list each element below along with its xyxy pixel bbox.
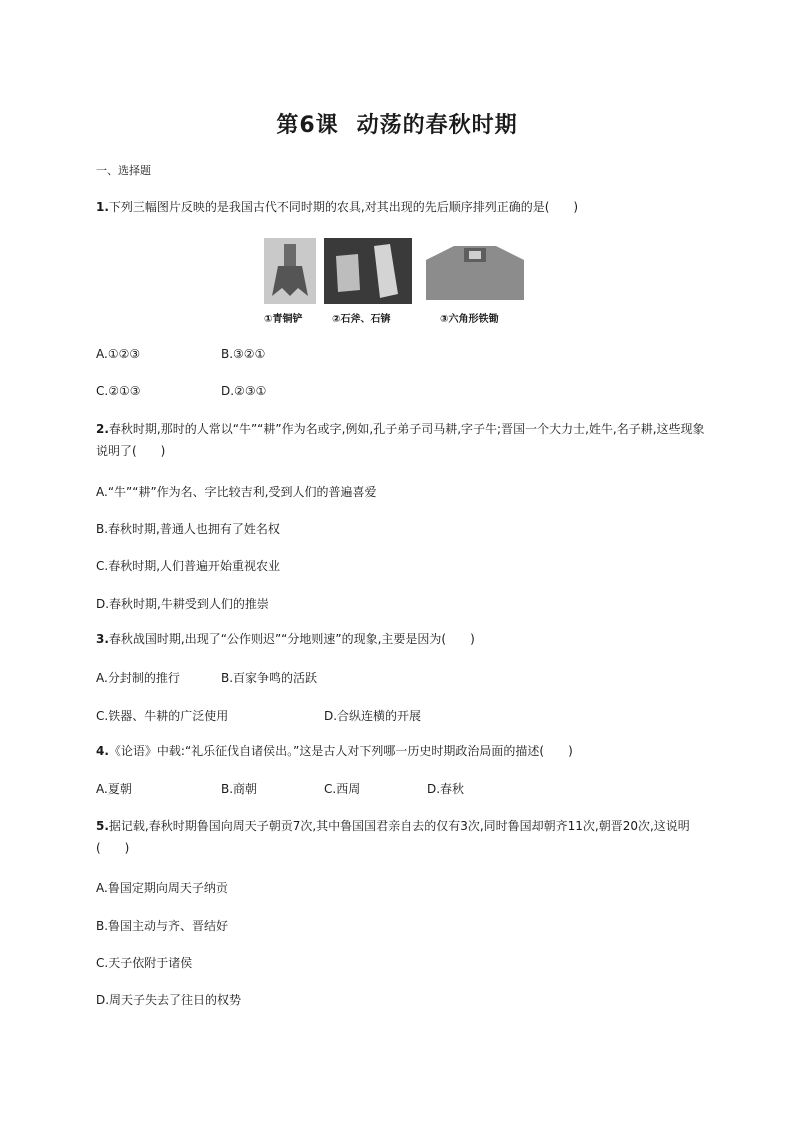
question-5 xyxy=(96,815,712,859)
stone-tools-image xyxy=(324,238,412,304)
page-title xyxy=(0,108,794,139)
question-2 xyxy=(96,418,712,462)
option-a: A.“牛”“耕”作为名、字比较吉利,受到人们的普遍喜爱 xyxy=(96,485,377,499)
option-a: A.分封制的推行 xyxy=(96,671,180,685)
question-number: 2. xyxy=(96,422,109,436)
question-text: 据记载,春秋时期鲁国向周天子朝贡7次,其中鲁国国君亲自去的仅有3次,同时鲁国却朝齐11次,朝晋20次,这说明( ) xyxy=(96,819,690,855)
option-a: A.鲁国定期向周天子纳贡 xyxy=(96,881,228,895)
option-b: B.③②① xyxy=(221,347,266,361)
option-d: D.春秋时期,牛耕受到人们的推崇 xyxy=(96,597,269,611)
figure-caption-2: ②石斧、石锛 xyxy=(332,314,391,325)
question-text: 《论语》中载:“礼乐征伐自诸侯出。”这是古人对下列哪一历史时期政治局面的描述( ) xyxy=(108,744,573,758)
option-c: C.天子依附于诸侯 xyxy=(96,956,193,970)
option-c: C.铁器、牛耕的广泛使用 xyxy=(96,709,229,723)
figure-caption-3: ③六角形铁锄 xyxy=(440,314,499,325)
question-number: 1. xyxy=(96,200,109,214)
option-b: B.百家争鸣的活跃 xyxy=(221,671,318,685)
lesson-number: 第6课 xyxy=(276,113,339,138)
question-number: 5. xyxy=(96,819,109,833)
question-number: 4. xyxy=(96,744,109,758)
figure-caption-1: ①青铜铲 xyxy=(264,314,303,325)
lesson-title: 动荡的春秋时期 xyxy=(356,113,518,138)
question-text: 春秋战国时期,出现了“公作则迟”“分地则速”的现象,主要是因为( ) xyxy=(108,632,475,646)
bronze-spade-image xyxy=(264,238,316,304)
question-text: 春秋时期,那时的人常以“牛”“耕”作为名或字,例如,孔子弟子司马耕,字子牛;晋国一个大力士,姓牛,名子耕,这些现象说明了( ) xyxy=(96,422,705,458)
option-b: B.鲁国主动与齐、晋结好 xyxy=(96,919,229,933)
option-c: C.西周 xyxy=(324,782,361,796)
question-text: 下列三幅图片反映的是我国古代不同时期的农具,对其出现的先后顺序排列正确的是( ) xyxy=(108,200,579,214)
option-a: A.夏朝 xyxy=(96,782,132,796)
option-b: B.商朝 xyxy=(221,782,258,796)
option-d: D.春秋 xyxy=(427,782,465,796)
option-a: A.①②③ xyxy=(96,347,141,361)
question-3 xyxy=(96,628,712,650)
question-1 xyxy=(96,196,712,218)
option-d: D.合纵连横的开展 xyxy=(324,709,422,723)
option-d: D.②③① xyxy=(221,384,267,398)
option-d: D.周天子失去了往日的权势 xyxy=(96,993,242,1007)
question-4 xyxy=(96,740,712,762)
question-number: 3. xyxy=(96,632,109,646)
section-heading: 一、选择题 xyxy=(96,164,151,177)
option-b: B.春秋时期,普通人也拥有了姓名权 xyxy=(96,522,280,536)
iron-hoe-image xyxy=(420,238,530,304)
option-c: C.②①③ xyxy=(96,384,141,398)
farm-tools-figure xyxy=(264,238,534,328)
option-c: C.春秋时期,人们普遍开始重视农业 xyxy=(96,559,281,573)
